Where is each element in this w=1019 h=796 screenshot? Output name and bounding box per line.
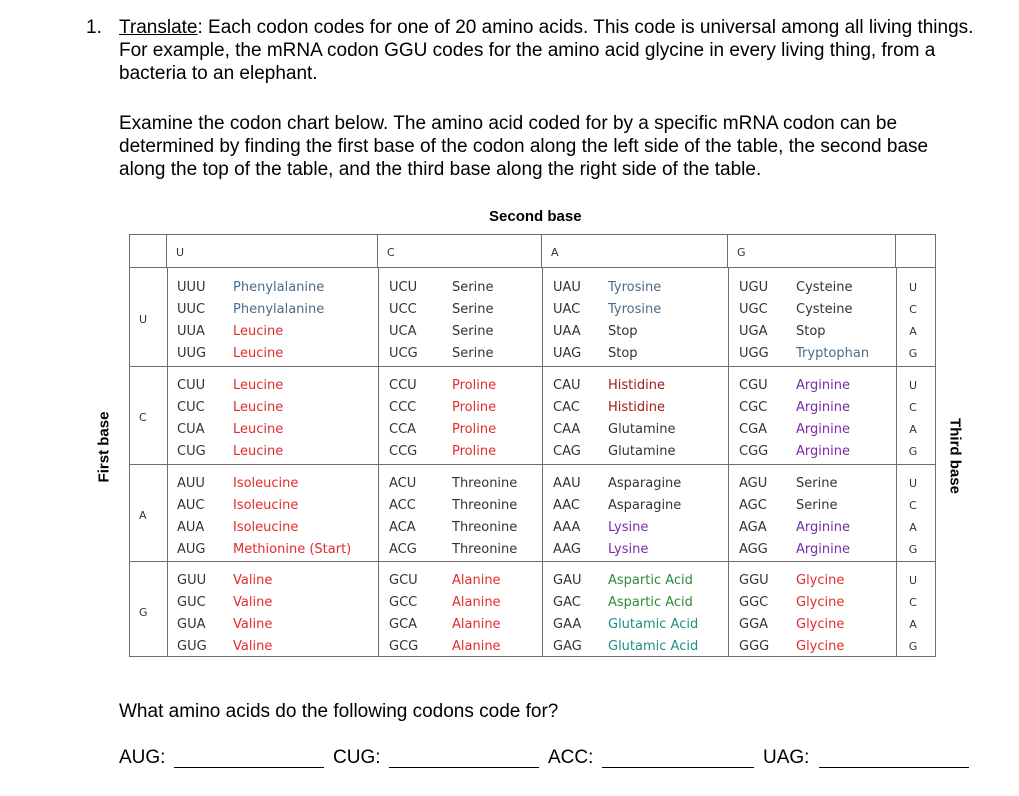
amino-acid: Glutamic Acid [608, 617, 699, 632]
codon: CGC [739, 400, 768, 415]
answer-label-4: UAG: [763, 747, 810, 768]
amino-acid: Stop [796, 324, 826, 339]
codon: GGA [739, 617, 769, 632]
second-base-header-u: U [167, 235, 378, 268]
amino-acid: Leucine [233, 400, 284, 415]
amino-acid: Proline [452, 422, 497, 437]
table-row-divider [130, 366, 935, 367]
first-base-u: U [139, 313, 148, 326]
third-base-a: A [909, 423, 917, 436]
amino-acid: Serine [452, 302, 494, 317]
codon: GAA [553, 617, 582, 632]
codon: UUG [177, 346, 207, 361]
question-prompt: What amino acids do the following codons code for? [119, 701, 559, 722]
third-base-a: A [909, 325, 917, 338]
amino-acid: Serine [452, 324, 494, 339]
third-base-a: A [909, 521, 917, 534]
codon: UAG [553, 346, 582, 361]
amino-acid: Threonine [452, 476, 518, 491]
question-number: 1. [86, 17, 102, 38]
amino-acid: Aspartic Acid [608, 573, 693, 588]
second-base-header-a: A [542, 235, 728, 268]
third-base-g: G [908, 640, 918, 653]
codon: AGU [739, 476, 768, 491]
amino-acid: Tyrosine [608, 280, 662, 295]
codon: ACU [389, 476, 417, 491]
table-column-divider [728, 268, 729, 656]
amino-acid: Leucine [233, 444, 284, 459]
codon: GUA [177, 617, 206, 632]
amino-acid: Stop [608, 324, 638, 339]
answer-blank-1[interactable] [174, 767, 324, 768]
amino-acid: Phenylalanine [233, 280, 325, 295]
answer-blank-2[interactable] [389, 767, 539, 768]
codon: AAA [553, 520, 581, 535]
amino-acid: Serine [452, 280, 494, 295]
codon: AGA [739, 520, 767, 535]
codon: UUC [177, 302, 206, 317]
first-base-label: First base [95, 411, 113, 483]
amino-acid: Leucine [233, 346, 284, 361]
codon: AAC [553, 498, 580, 513]
answer-blank-4[interactable] [819, 767, 969, 768]
amino-acid: Leucine [233, 324, 284, 339]
answer-label-3: ACC: [548, 747, 594, 768]
amino-acid: Valine [233, 639, 273, 654]
amino-acid: Glycine [796, 639, 845, 654]
codon: UAU [553, 280, 581, 295]
amino-acid: Leucine [233, 422, 284, 437]
amino-acid: Leucine [233, 378, 284, 393]
codon: AUA [177, 520, 205, 535]
table-row-divider [130, 464, 935, 465]
amino-acid: Lysine [608, 520, 649, 535]
codon: ACG [389, 542, 417, 557]
codon: CAU [553, 378, 581, 393]
amino-acid: Methionine (Start) [233, 542, 352, 557]
amino-acid: Arginine [796, 422, 850, 437]
third-base-c: C [909, 499, 917, 512]
codon: GCU [389, 573, 418, 588]
codon: GCC [389, 595, 418, 610]
codon: CUG [177, 444, 206, 459]
amino-acid: Tyrosine [608, 302, 662, 317]
first-base-g: G [139, 606, 148, 619]
table-row-divider [130, 561, 935, 562]
answer-blank-3[interactable] [602, 767, 754, 768]
codon: CGU [739, 378, 768, 393]
codon: AAU [553, 476, 581, 491]
codon: GAG [553, 639, 582, 654]
third-base-c: C [909, 303, 917, 316]
codon: ACA [389, 520, 416, 535]
codon: ACC [389, 498, 416, 513]
intro-text [119, 16, 979, 85]
amino-acid: Serine [796, 498, 838, 513]
codon: CAA [553, 422, 581, 437]
codon: AUC [177, 498, 205, 513]
amino-acid: Valine [233, 573, 273, 588]
codon: AGC [739, 498, 767, 513]
first-base-a: A [139, 509, 147, 522]
third-base-g: G [908, 445, 918, 458]
amino-acid: Stop [608, 346, 638, 361]
codon: AAG [553, 542, 581, 557]
amino-acid: Serine [452, 346, 494, 361]
amino-acid: Cysteine [796, 302, 853, 317]
amino-acid: Lysine [608, 542, 649, 557]
codon: UGG [739, 346, 769, 361]
amino-acid: Proline [452, 444, 497, 459]
codon: GCG [389, 639, 419, 654]
codon: GCA [389, 617, 418, 632]
codon: CCC [389, 400, 417, 415]
amino-acid: Glycine [796, 595, 845, 610]
codon-table [129, 234, 936, 657]
amino-acid: Arginine [796, 378, 850, 393]
codon: GGG [739, 639, 770, 654]
amino-acid: Aspartic Acid [608, 595, 693, 610]
amino-acid: Asparagine [608, 498, 682, 513]
amino-acid: Alanine [452, 617, 501, 632]
amino-acid: Glycine [796, 573, 845, 588]
translate-term: Translate [119, 17, 198, 38]
second-base-header-g: G [728, 235, 896, 268]
codon: CGG [739, 444, 769, 459]
amino-acid: Valine [233, 595, 273, 610]
amino-acid: Valine [233, 617, 273, 632]
codon: UCU [389, 280, 418, 295]
amino-acid: Alanine [452, 595, 501, 610]
answer-label-2: CUG: [333, 747, 381, 768]
table-column-divider [896, 268, 897, 656]
second-base-label: Second base [489, 208, 582, 225]
codon: AUG [177, 542, 206, 557]
amino-acid: Isoleucine [233, 520, 299, 535]
second-base-header-c: C [378, 235, 542, 268]
amino-acid: Arginine [796, 400, 850, 415]
codon: CCA [389, 422, 417, 437]
amino-acid: Threonine [452, 498, 518, 513]
codon: UAA [553, 324, 581, 339]
amino-acid: Serine [796, 476, 838, 491]
codon: UAC [553, 302, 581, 317]
codon: GGU [739, 573, 769, 588]
codon: CUU [177, 378, 206, 393]
codon: UGU [739, 280, 769, 295]
amino-acid: Alanine [452, 639, 501, 654]
codon: GAU [553, 573, 582, 588]
third-base-a: A [909, 618, 917, 631]
codon: AUU [177, 476, 205, 491]
codon: UCA [389, 324, 417, 339]
table-column-divider [167, 268, 168, 656]
amino-acid: Arginine [796, 444, 850, 459]
third-base-u: U [908, 281, 918, 294]
third-base-c: C [909, 596, 917, 609]
codon: GGC [739, 595, 769, 610]
amino-acid: Proline [452, 378, 497, 393]
amino-acid: Threonine [452, 520, 518, 535]
codon: CUC [177, 400, 205, 415]
amino-acid: Glycine [796, 617, 845, 632]
amino-acid: Histidine [608, 378, 665, 393]
codon: UUU [177, 280, 206, 295]
codon: CCU [389, 378, 417, 393]
amino-acid: Threonine [452, 542, 518, 557]
third-base-g: G [908, 347, 918, 360]
answer-label-1: AUG: [119, 747, 166, 768]
codon: AGG [739, 542, 768, 557]
amino-acid: Alanine [452, 573, 501, 588]
amino-acid: Asparagine [608, 476, 682, 491]
amino-acid: Tryptophan [796, 346, 870, 361]
intro-body: : Each codon codes for one of 20 amino acids. This code is universal among all living things. For example, the mRNA codon GGU codes for the amino acid glycine in every living thing, from a bacteria to an elephant. [119, 17, 974, 84]
third-base-c: C [909, 401, 917, 414]
amino-acid: Proline [452, 400, 497, 415]
codon: UGA [739, 324, 768, 339]
amino-acid: Cysteine [796, 280, 853, 295]
amino-acid: Phenylalanine [233, 302, 325, 317]
third-base-u: U [908, 574, 918, 587]
third-base-u: U [908, 477, 918, 490]
third-base-u: U [908, 379, 918, 392]
amino-acid: Glutamine [608, 422, 676, 437]
codon: GAC [553, 595, 581, 610]
first-base-c: C [139, 411, 147, 424]
amino-acid: Arginine [796, 542, 850, 557]
codon: CGA [739, 422, 768, 437]
codon: GUC [177, 595, 206, 610]
header-corner [130, 235, 167, 268]
codon: CUA [177, 422, 205, 437]
amino-acid: Arginine [796, 520, 850, 535]
codon: UGC [739, 302, 768, 317]
amino-acid: Glutamine [608, 444, 676, 459]
table-column-divider [542, 268, 543, 656]
amino-acid: Isoleucine [233, 498, 299, 513]
table-column-divider [378, 268, 379, 656]
amino-acid: Isoleucine [233, 476, 299, 491]
codon: GUU [177, 573, 207, 588]
codon: CAC [553, 400, 580, 415]
codon: CCG [389, 444, 418, 459]
codon: UCG [389, 346, 418, 361]
amino-acid: Histidine [608, 400, 665, 415]
codon: UCC [389, 302, 417, 317]
third-base-g: G [908, 543, 918, 556]
instructions-paragraph: Examine the codon chart below. The amino acid coded for by a specific mRNA codon can be determined by finding the first base of the codon along the left side of the table, the second base along the top of the table, and the third base along the right side of the table. [119, 113, 929, 180]
codon: UUA [177, 324, 205, 339]
third-base-label: Third base [946, 418, 964, 494]
codon: CAG [553, 444, 581, 459]
header-third-corner [896, 235, 935, 268]
amino-acid: Glutamic Acid [608, 639, 699, 654]
codon: GUG [177, 639, 207, 654]
